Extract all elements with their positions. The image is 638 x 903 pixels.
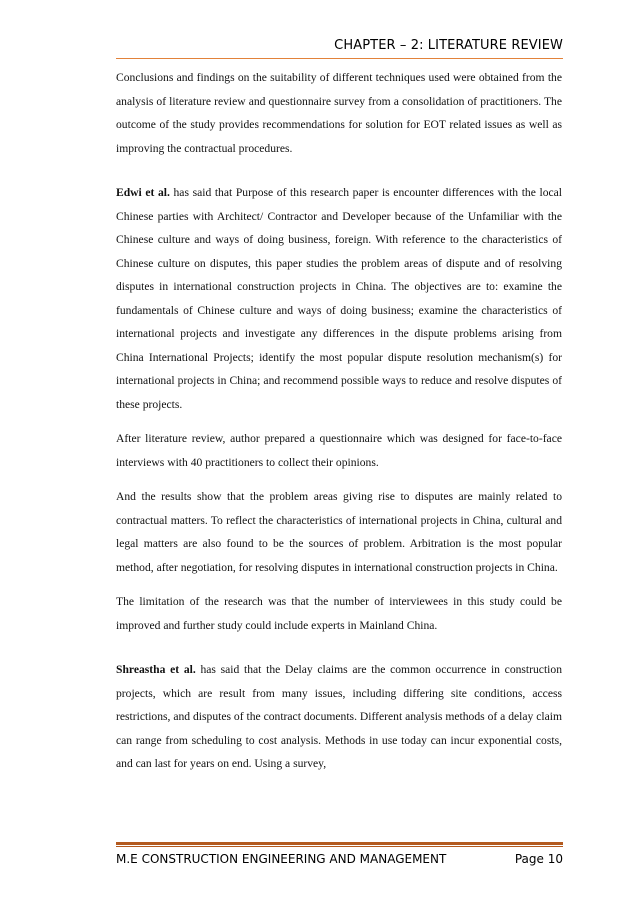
paragraph-edwi xyxy=(116,181,562,416)
header-rule xyxy=(116,58,563,59)
paragraph-edwi-text: has said that Purpose of this research paper is encounter differences with the local Chinese parties with Architect/ Contractor and Developer because of the Unfamiliar with the Chinese culture and ways of doing business, foreign. With reference to the characteristics of Chinese culture on disputes, this paper studies the problem areas of dispute and of resolving disputes in international construction projects in China. The objectives are to: examine the fundamentals of Chinese culture and ways of doing business; examine the characteristics of international projects and investigate any differences in the dispute problems arising from China International Projects; identify the most popular dispute resolution mechanism(s) for international projects in China; and recommend possible ways to reduce and resolve disputes of these projects. xyxy=(116,186,562,411)
footer-rule-thick xyxy=(116,842,563,845)
paragraph-shreastha-text: has said that the Delay claims are the common occurrence in construction projects, which are result from many issues, including differing site conditions, access restrictions, and disputes of the contract documents. Different analysis methods of a delay claim can range from scheduling to cost analysis. Methods in use today can incur exponential costs, and can last for years on end. Using a survey, xyxy=(116,663,562,770)
paragraph-results: And the results show that the problem areas giving rise to disputes are mainly related to contractual matters. To reflect the characteristics of international projects in China, cultural and legal matters are also found to be the sources of problem. Arbitration is the most popular method, after negotiation, for resolving disputes in international construction projects in China. xyxy=(116,490,562,574)
page-body xyxy=(116,66,562,787)
footer-course-title: M.E CONSTRUCTION ENGINEERING AND MANAGEMENT xyxy=(116,852,447,866)
page-footer xyxy=(116,852,563,866)
paragraph-questionnaire: After literature review, author prepared a questionnaire which was designed for face-to-face interviews with 40 practitioners to collect their opinions. xyxy=(116,432,562,469)
page-number: Page 10 xyxy=(514,852,563,866)
paragraph-shreastha xyxy=(116,658,562,776)
page-header: CHAPTER – 2: LITERATURE REVIEW xyxy=(334,38,563,53)
footer-rule-thin xyxy=(116,846,563,847)
paragraph-conclusions: Conclusions and findings on the suitability of different techniques used were obtained from the analysis of literature review and questionnaire survey from a consolidation of practitioners. The outcome of the study provides recommendations for solution for EOT related issues as well as improving the contractual procedures. xyxy=(116,71,562,155)
author-edwi: Edwi et al. xyxy=(116,186,170,199)
author-shreastha: Shreastha et al. xyxy=(116,663,196,676)
paragraph-limitation: The limitation of the research was that the number of interviewees in this study could be improved and further study could include experts in Mainland China. xyxy=(116,595,562,632)
